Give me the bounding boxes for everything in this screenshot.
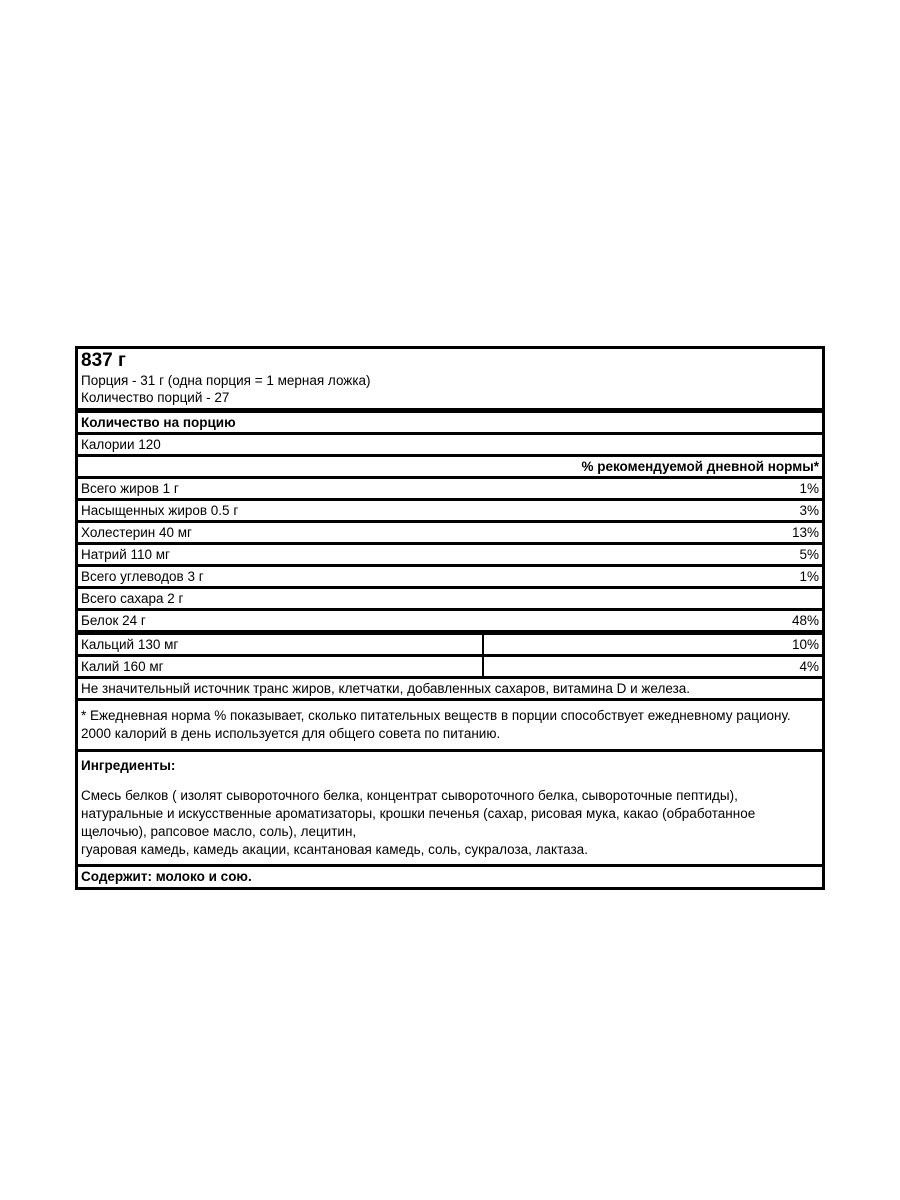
nutrient-percent: 48%: [791, 613, 819, 628]
nutrient-percent: 5%: [799, 547, 819, 562]
nutrient-row-total-carbs: [78, 564, 822, 586]
mineral-percent: 4%: [799, 659, 819, 674]
calories-row: Калории 120: [78, 432, 822, 454]
nutrient-row-sodium: [78, 542, 822, 564]
nutrient-label: Белок 24 г: [81, 613, 146, 628]
serving-size: Порция - 31 г (одна порция = 1 мерная ложка): [81, 373, 371, 388]
ingredients-text-continued: гуаровая камедь, камедь акации, ксантановая камедь, соль, сукралоза, лактаза.: [81, 842, 588, 857]
not-significant-note: Не значительный источник транс жиров, клетчатки, добавленных сахаров, витамина D и железа.: [78, 676, 822, 698]
ingredients-heading: Ингредиенты:: [81, 758, 176, 773]
nutrient-percent: 1%: [799, 569, 819, 584]
nutrient-row-total-fat: [78, 476, 822, 498]
nutrient-row-total-sugar: [78, 586, 822, 608]
servings-count: Количество порций - 27: [81, 390, 230, 405]
mineral-label: Калий 160 мг: [78, 657, 484, 676]
nutrient-label: Всего сахара 2 г: [81, 591, 184, 606]
nutrient-label: Холестерин 40 мг: [81, 525, 192, 540]
ingredients-section: [78, 749, 822, 864]
nutrient-percent: 3%: [799, 503, 819, 518]
mineral-percent: 10%: [791, 637, 819, 652]
nutrient-label: Всего углеводов 3 г: [81, 569, 204, 584]
label-header: [78, 349, 822, 408]
nutrition-facts-label: [75, 346, 825, 890]
mineral-label: Кальций 130 мг: [78, 635, 484, 654]
nutrient-label: Насыщенных жиров 0.5 г: [81, 503, 239, 518]
package-weight: 837 г: [81, 350, 126, 371]
allergen-statement: Содержит: молоко и сою.: [78, 864, 822, 887]
nutrient-label: Всего жиров 1 г: [81, 481, 179, 496]
daily-value-footnote: * Ежедневная норма % показывает, сколько питательных веществ в порции способствует ежедневному рациону. 2000 калорий в день используется для общего совета по питанию.: [78, 698, 822, 749]
mineral-row-potassium: [78, 654, 822, 676]
nutrient-row-protein: [78, 608, 822, 630]
ingredients-text: Смесь белков ( изолят сывороточного белка, концентрат сывороточного белка, сывороточные пептиды), натуральные и искусственные ароматизаторы, крошки печенья (сахар, рисовая мука, какао (обработанное щелочью), рапсовое масло, соль), лецитин,: [81, 788, 756, 839]
nutrient-percent: 1%: [799, 481, 819, 496]
mineral-row-calcium: [78, 630, 822, 654]
nutrient-row-cholesterol: [78, 520, 822, 542]
nutrient-row-saturated-fat: [78, 498, 822, 520]
nutrient-label: Натрий 110 мг: [81, 547, 170, 562]
amount-per-serving-heading: Количество на порцию: [78, 408, 822, 432]
nutrient-percent: 13%: [791, 525, 819, 540]
daily-value-heading: % рекомендуемой дневной нормы*: [78, 454, 822, 476]
